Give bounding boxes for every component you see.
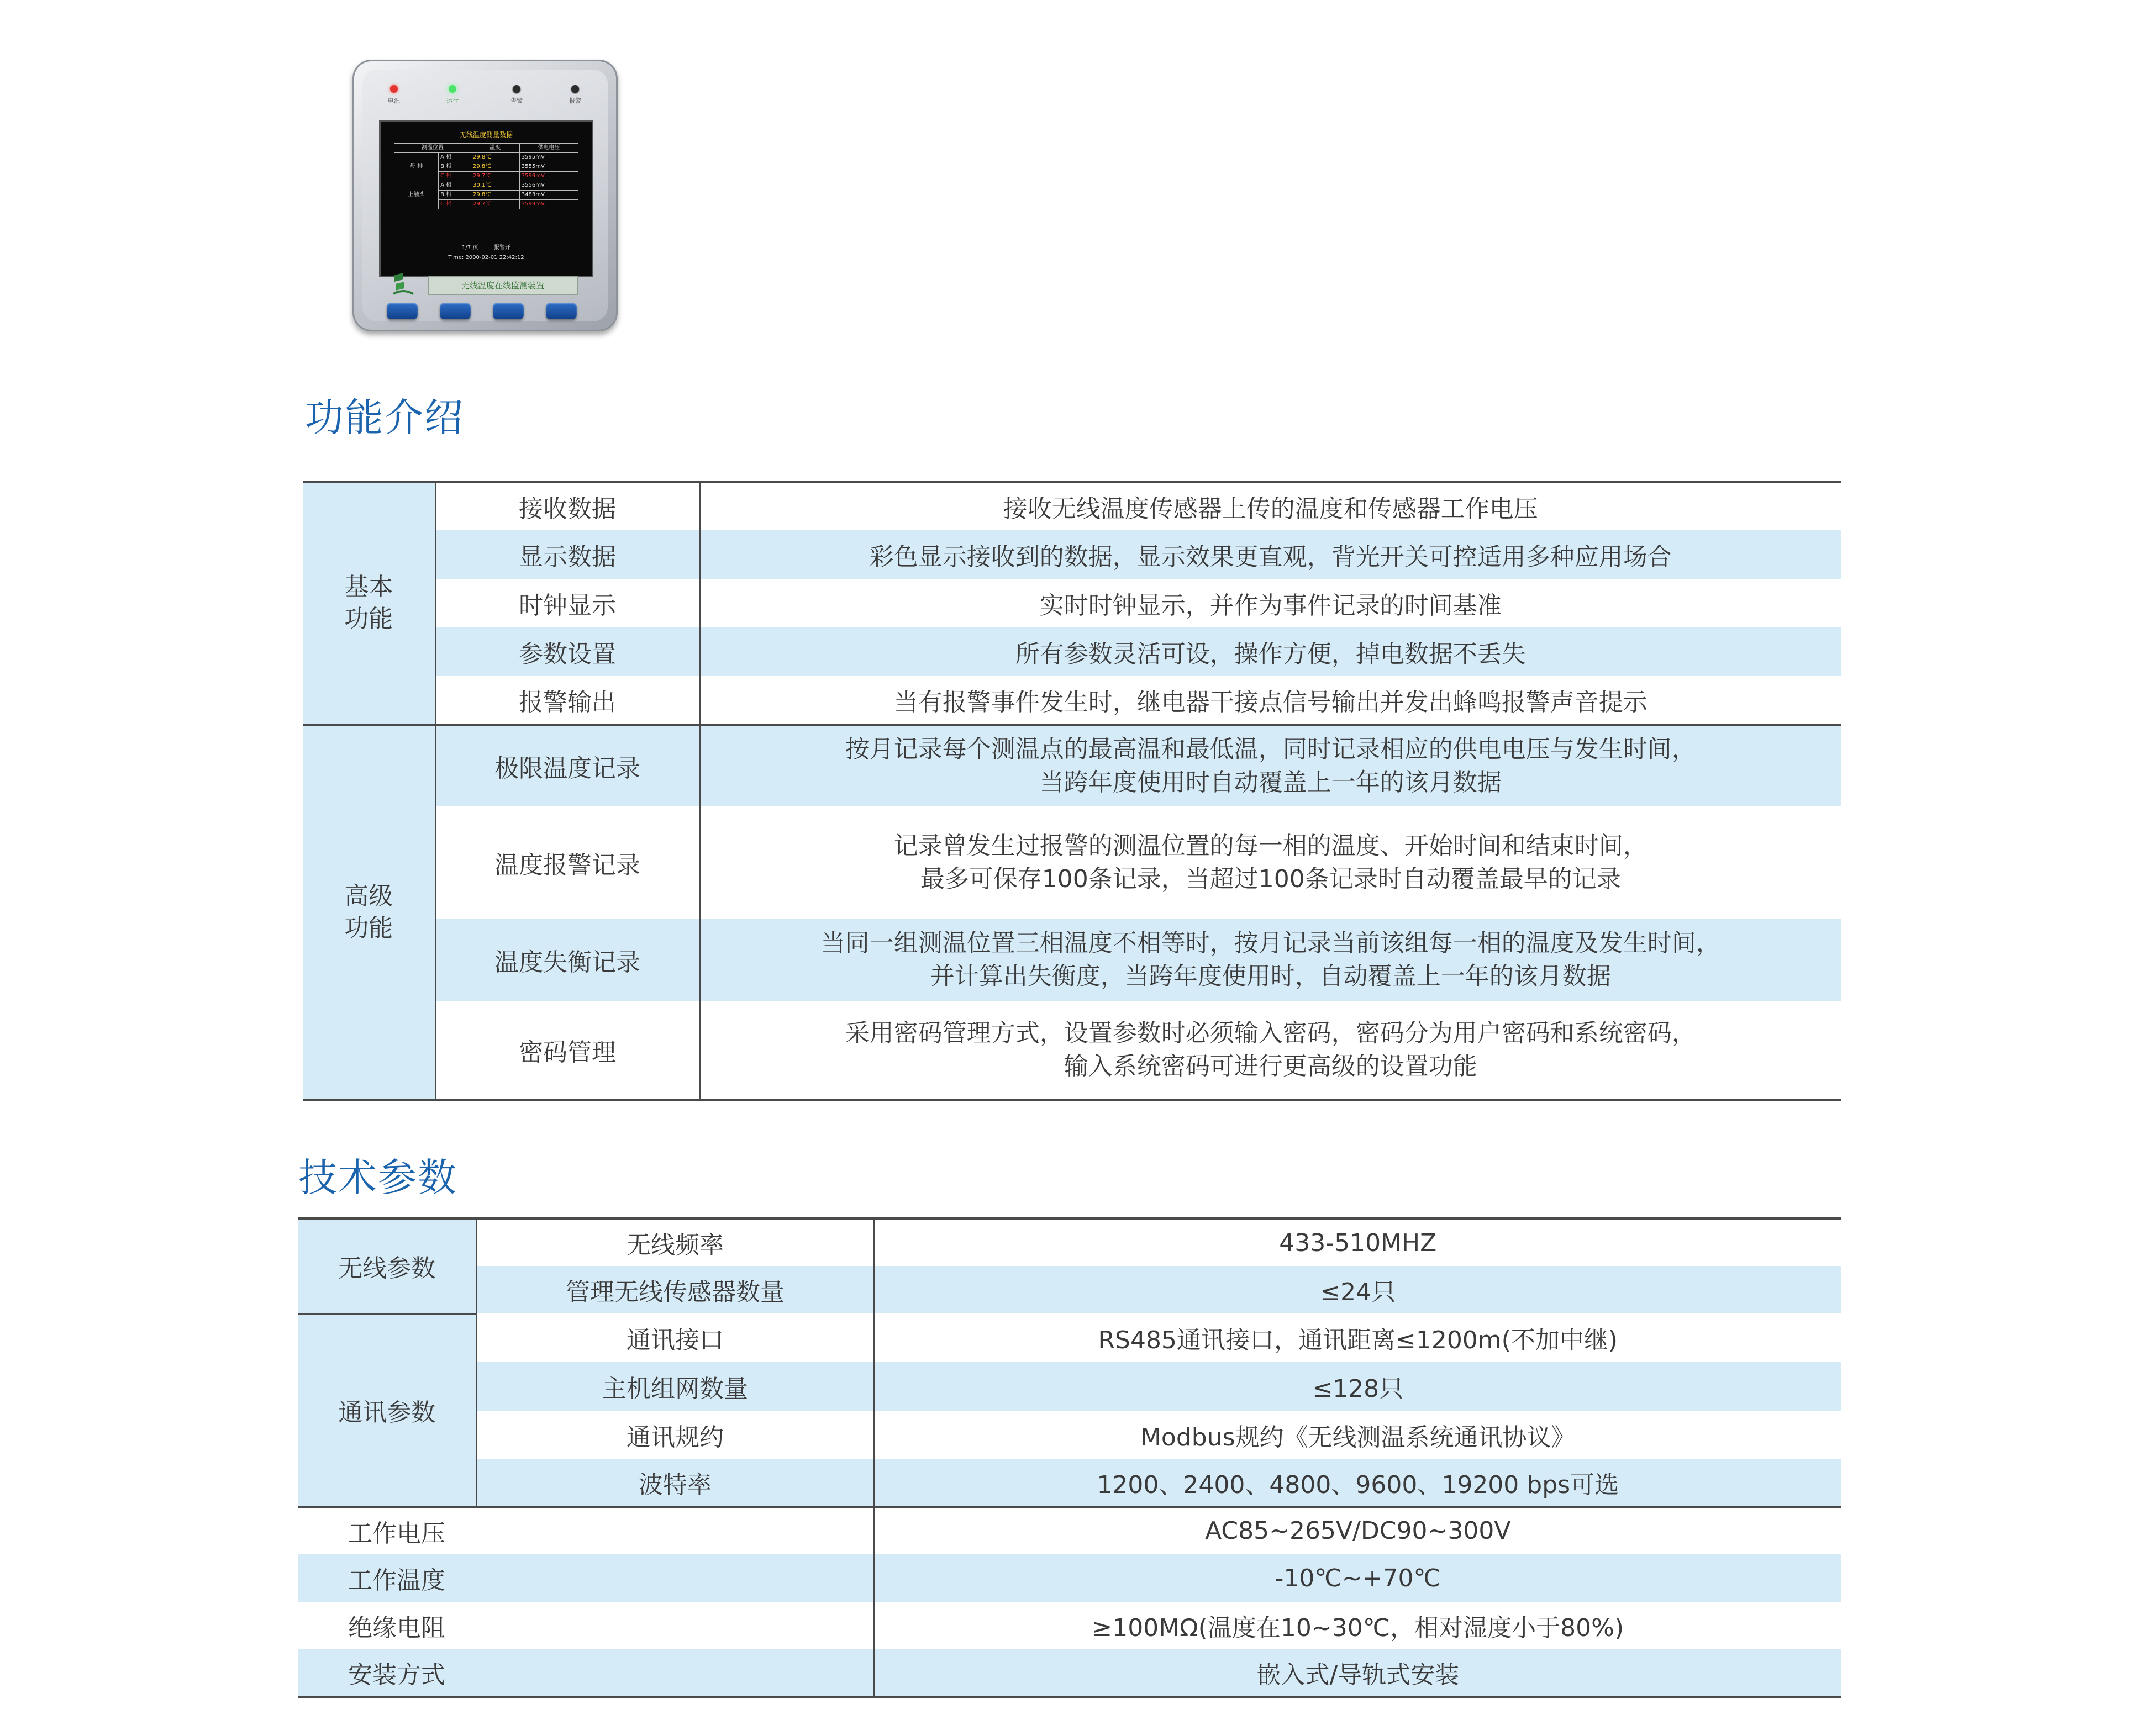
screen-phase: A 相 (439, 153, 471, 162)
category-communication: 通讯参数 (298, 1313, 476, 1507)
device-screen (379, 120, 593, 277)
led-panel (352, 85, 618, 118)
led-label: 电源 (388, 97, 400, 104)
feature-name: 温度报警记录 (435, 806, 699, 919)
device-button-1[interactable] (387, 303, 418, 319)
screen-temp: 29.7℃ (471, 200, 520, 209)
device-button-3[interactable] (493, 303, 524, 319)
feature-desc: 所有参数灵活可设，操作方便，掉电数据不丢失 (699, 627, 1841, 676)
screen-phase: B 相 (439, 162, 471, 172)
feature-name: 温度失衡记录 (435, 919, 699, 1001)
section-title-features: 功能介绍 (305, 395, 464, 440)
param-name: 通讯规约 (476, 1411, 874, 1459)
feature-desc: 采用密码管理方式，设置参数时必须输入密码，密码分为用户密码和系统密码， 输入系统密码可进行更高级的设置功能 (699, 1001, 1841, 1100)
led-power (375, 85, 413, 105)
features-table (303, 481, 1841, 1101)
feature-name: 显示数据 (435, 530, 699, 579)
screen-status: 报警开 (493, 245, 510, 251)
feature-name: 报警输出 (435, 676, 699, 725)
param-name: 工作温度 (298, 1554, 874, 1602)
run-led-icon (449, 85, 456, 93)
feature-name: 密码管理 (435, 1001, 699, 1100)
feature-desc: 记录曾发生过报警的测温位置的每一相的温度、开始时间和结束时间， 最多可保存100条记录，当超过100条记录时自动覆盖最早的记录 (893, 832, 1648, 893)
screen-phase: B 相 (439, 191, 471, 200)
feature-name: 参数设置 (435, 627, 699, 676)
screen-title: 无线温度测量数据 (459, 131, 513, 139)
specs-table (298, 1217, 1841, 1698)
power-led-icon (390, 85, 398, 93)
screen-temp: 29.8℃ (471, 191, 520, 200)
led-label: 报警 (569, 97, 581, 104)
screen-header: 供电电压 (519, 144, 578, 153)
screen-table (394, 143, 578, 209)
screen-volt: 3599mV (519, 172, 578, 181)
device-photo (352, 60, 618, 331)
device-buttons (352, 303, 618, 325)
screen-header: 测温位置 (394, 144, 471, 153)
device-button-2[interactable] (440, 303, 471, 319)
screen-header: 温度 (471, 144, 520, 153)
screen-volt: 3483mV (519, 191, 578, 200)
led-label: 告警 (510, 97, 523, 104)
feature-desc: 当有报警事件发生时，继电器干接点信号输出并发出蜂鸣报警声音提示 (893, 688, 1648, 717)
param-value: 1200、2400、4800、9600、19200 bps可选 (874, 1459, 1841, 1507)
feature-desc: 接收无线温度传感器上传的温度和传感器工作电压 (699, 482, 1841, 530)
param-name: 无线频率 (476, 1218, 874, 1266)
alarm-led-icon (571, 85, 579, 93)
screen-volt: 3599mV (519, 200, 578, 209)
param-value: ≤24只 (874, 1266, 1841, 1313)
device-nameplate: 无线温度在线监测装置 (428, 276, 578, 295)
screen-group: 上触头 (394, 181, 439, 209)
screen-temp: 29.8℃ (471, 162, 520, 172)
param-value: 嵌入式/导轨式安装 (874, 1649, 1841, 1697)
device-button-4[interactable] (546, 303, 577, 319)
param-name: 波特率 (476, 1459, 874, 1507)
param-name: 通讯接口 (476, 1313, 874, 1362)
brand-logo-icon (391, 272, 415, 297)
feature-name: 时钟显示 (435, 579, 699, 627)
screen-temp: 29.7℃ (471, 172, 520, 181)
screen-page: 1/7 页 (462, 245, 478, 251)
led-alarm (556, 85, 594, 105)
section-title-specs: 技术参数 (298, 1155, 457, 1200)
param-value: RS485通讯接口，通讯距离≤1200m(不加中继) (1098, 1326, 1618, 1354)
param-value: ≥100MΩ(温度在10~30℃，相对湿度小于80%) (1092, 1614, 1624, 1642)
screen-time: Time: 2000-02-01 22:42:12 (448, 255, 524, 261)
screen-temp: 29.8℃ (471, 153, 520, 162)
feature-name: 极限温度记录 (435, 725, 699, 806)
screen-phase: A 相 (439, 181, 471, 191)
feature-desc: 实时时钟显示，并作为事件记录的时间基准 (1039, 592, 1502, 620)
param-value: Modbus规约《无线测温系统通讯协议》 (1140, 1423, 1576, 1452)
screen-volt: 3555mV (519, 162, 578, 172)
screen-phase: C 相 (439, 200, 471, 209)
screen-volt: 3556mV (519, 181, 578, 191)
feature-desc: 当同一组测温位置三相温度不相等时，按月记录当前该组每一相的温度及发生时间， 并计算出失衡度，当跨年度使用时，自动覆盖上一年的该月数据 (699, 919, 1841, 1001)
led-run (433, 85, 472, 105)
screen-phase: C 相 (439, 172, 471, 181)
feature-desc: 彩色显示接收到的数据，显示效果更直观，背光开关可控适用多种应用场合 (699, 530, 1841, 579)
screen-group: 母 排 (394, 153, 439, 181)
param-name: 管理无线传感器数量 (476, 1266, 874, 1313)
param-value: ≤128只 (874, 1362, 1841, 1411)
screen-page-status (381, 242, 592, 251)
param-name: 工作电压 (298, 1507, 874, 1554)
param-name: 主机组网数量 (476, 1362, 874, 1411)
screen-volt: 3595mV (519, 153, 578, 162)
category-wireless: 无线参数 (298, 1218, 476, 1313)
feature-name: 接收数据 (435, 482, 699, 530)
category-basic: 基本 功能 (303, 482, 435, 725)
led-label: 运行 (446, 97, 459, 104)
category-advanced: 高级 功能 (303, 725, 435, 1100)
param-name: 安装方式 (298, 1649, 874, 1697)
screen-temp: 30.1℃ (471, 181, 520, 191)
feature-desc: 按月记录每个测温点的最高温和最低温，同时记录相应的供电电压与发生时间， 当跨年度使用时自动覆盖上一年的该月数据 (699, 725, 1841, 806)
param-value: -10℃~+70℃ (874, 1554, 1841, 1602)
led-warning (497, 85, 536, 105)
param-name: 绝缘电阻 (298, 1602, 874, 1649)
warning-led-icon (513, 85, 520, 93)
param-value: AC85~265V/DC90~300V (874, 1507, 1841, 1554)
param-value: 433-510MHZ (874, 1218, 1841, 1266)
